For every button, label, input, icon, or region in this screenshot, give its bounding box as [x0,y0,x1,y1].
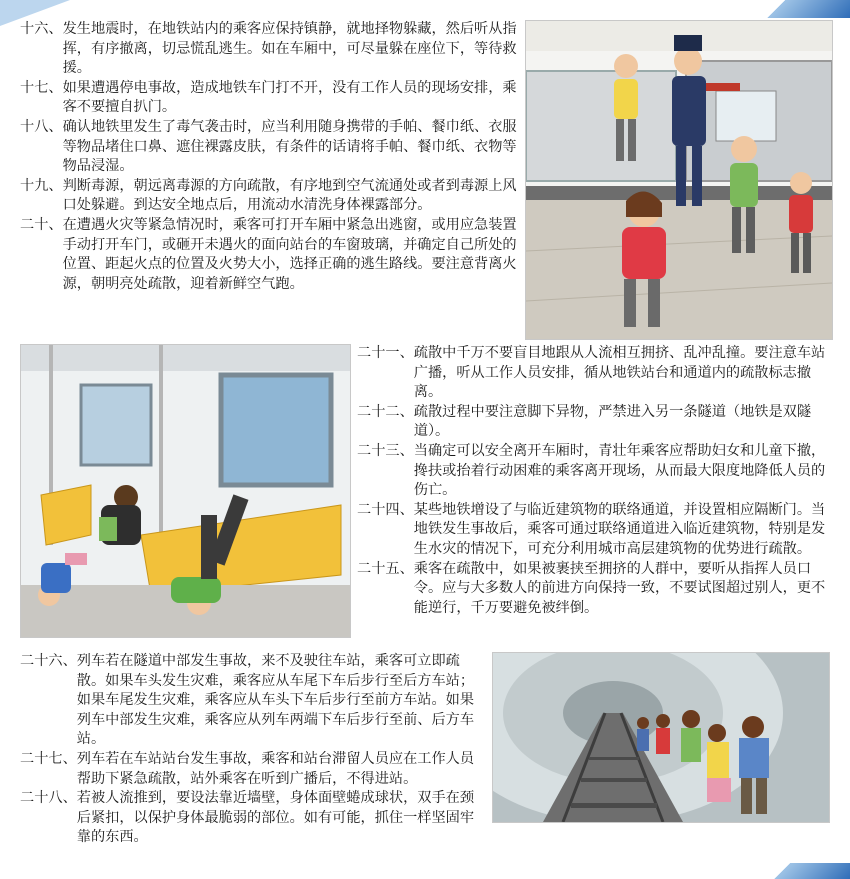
platform-gas-evacuation-illustration [525,20,833,340]
train-scene-svg [21,345,350,637]
item-number: 十九、 [20,177,63,194]
item-number: 十七、 [20,79,63,96]
list-item [20,118,517,177]
item-number: 二十八、 [20,790,77,807]
item-text: 当确定可以安全离开车厢时，青壮年乘客应帮助妇女和儿童下撤，搀扶或抬着行动困难的乘客离开现场，从而最大限度地降低人员的伤亡。 [413,442,826,499]
item-text: 确认地铁里发生了毒气袭击时，应当利用随身携带的手帕、餐巾纸、衣服等物品堵住口鼻、遮住裸露皮肤，有条件的话请将手帕、餐巾纸、衣物等物品浸湿。 [62,118,517,175]
item-number: 二十七、 [20,750,77,767]
list-item [357,560,831,619]
item-text: 疏散中千万不要盲目地跟从人流相互拥挤、乱冲乱撞。要注意车站广播，听从工作人员安排，循从地铁站台和通道内的疏散标志撤离。 [413,345,826,401]
text-block-middle [357,344,831,618]
list-item [20,79,517,118]
item-number: 十六、 [20,21,63,37]
item-text: 列车若在车站站台发生事故，乘客和站台滞留人员应在工作人员帮助下紧急疏散，站外乘客在听到广播后，不得进站。 [76,750,475,787]
tunnel-evacuation-illustration [492,652,830,823]
text-block-top [20,20,517,294]
item-number: 十八、 [20,118,63,135]
list-item [357,442,831,501]
item-number: 二十二、 [357,403,414,420]
list-item [357,501,831,560]
item-number: 二十一、 [357,345,414,361]
list-item [20,177,517,216]
corner-decoration-top-right [730,0,850,18]
list-item [357,344,831,403]
item-text: 若被人流推到，要设法靠近墙壁，身体面壁蜷成球状，双手在颈后紧扣，以保护身体最脆弱的部位。如有可能，抓住一样坚固牢靠的东西。 [76,790,475,846]
platform-scene-svg [526,21,832,339]
item-text: 如果遭遇停电事故，造成地铁车门打不开，没有工作人员的现场安排，乘客不要擅自扒门。 [62,79,517,116]
train-car-earthquake-illustration [20,344,351,638]
corner-decoration-bottom-right [740,863,850,879]
item-text: 列车若在隧道中部发生事故，来不及驶往车站，乘客可立即疏散。如果车头发生灾难，乘客应从车尾下车后步行至后方车站；如果车尾发生灾难，乘客应从车头下车后步行至前方车站。如果列车中部发生灾难，乘客应从列车两端下车后步行至前、后方车站。 [76,653,475,748]
tunnel-scene-svg [493,653,829,822]
item-number: 二十四、 [357,501,414,518]
item-text: 某些地铁增设了与临近建筑物的联络通道，并设置相应隔断门。当地铁发生事故后，乘客可通过联络通道进入临近建筑物，特别是发生水灾的情况下，可充分利用城市高层建筑物的优势进行疏散。 [413,501,826,557]
list-item [20,789,484,848]
list-item [20,750,484,789]
item-text: 乘客在疏散中，如果被裹挟至拥挤的人群中，要听从指挥人员口令。应与大多数人的前进方向保持一致，不要试图超过别人，更不能逆行，千万要避免被绊倒。 [413,560,826,616]
item-text: 在遭遇火灾等紧急情况时，乘客可打开车厢中紧急出逃窗，或用应急装置手动打开车门，或砸开未遇火的面向站台的车窗玻璃，并确定自己所处的位置、距起火点的位置及火势大小，选择正确的逃生路线。要注意背离火源，朝明亮处疏散，迎着新鲜空气跑。 [62,216,517,292]
item-number: 二十五、 [357,560,414,577]
item-text: 发生地震时，在地铁站内的乘客应保持镇静，就地择物躲藏，然后听从指挥，有序撤离，切忌慌乱逃生。如在车厢中，可尽量躲在座位下，等待救援。 [62,21,517,77]
list-item [20,20,517,79]
item-number: 二十六、 [20,653,77,669]
text-block-bottom [20,652,484,848]
list-item [357,403,831,442]
item-number: 二十、 [20,216,63,233]
item-text: 判断毒源，朝远离毒源的方向疏散，有序地到空气流通处或者到毒源上风口处躲避。到达安全地点后，用流动水清洗身体裸露部分。 [62,177,517,214]
item-number: 二十三、 [357,442,414,459]
list-item [20,652,484,750]
list-item [20,216,517,294]
item-text: 疏散过程中要注意脚下异物，严禁进入另一条隧道（地铁是双隧道）。 [413,403,812,440]
